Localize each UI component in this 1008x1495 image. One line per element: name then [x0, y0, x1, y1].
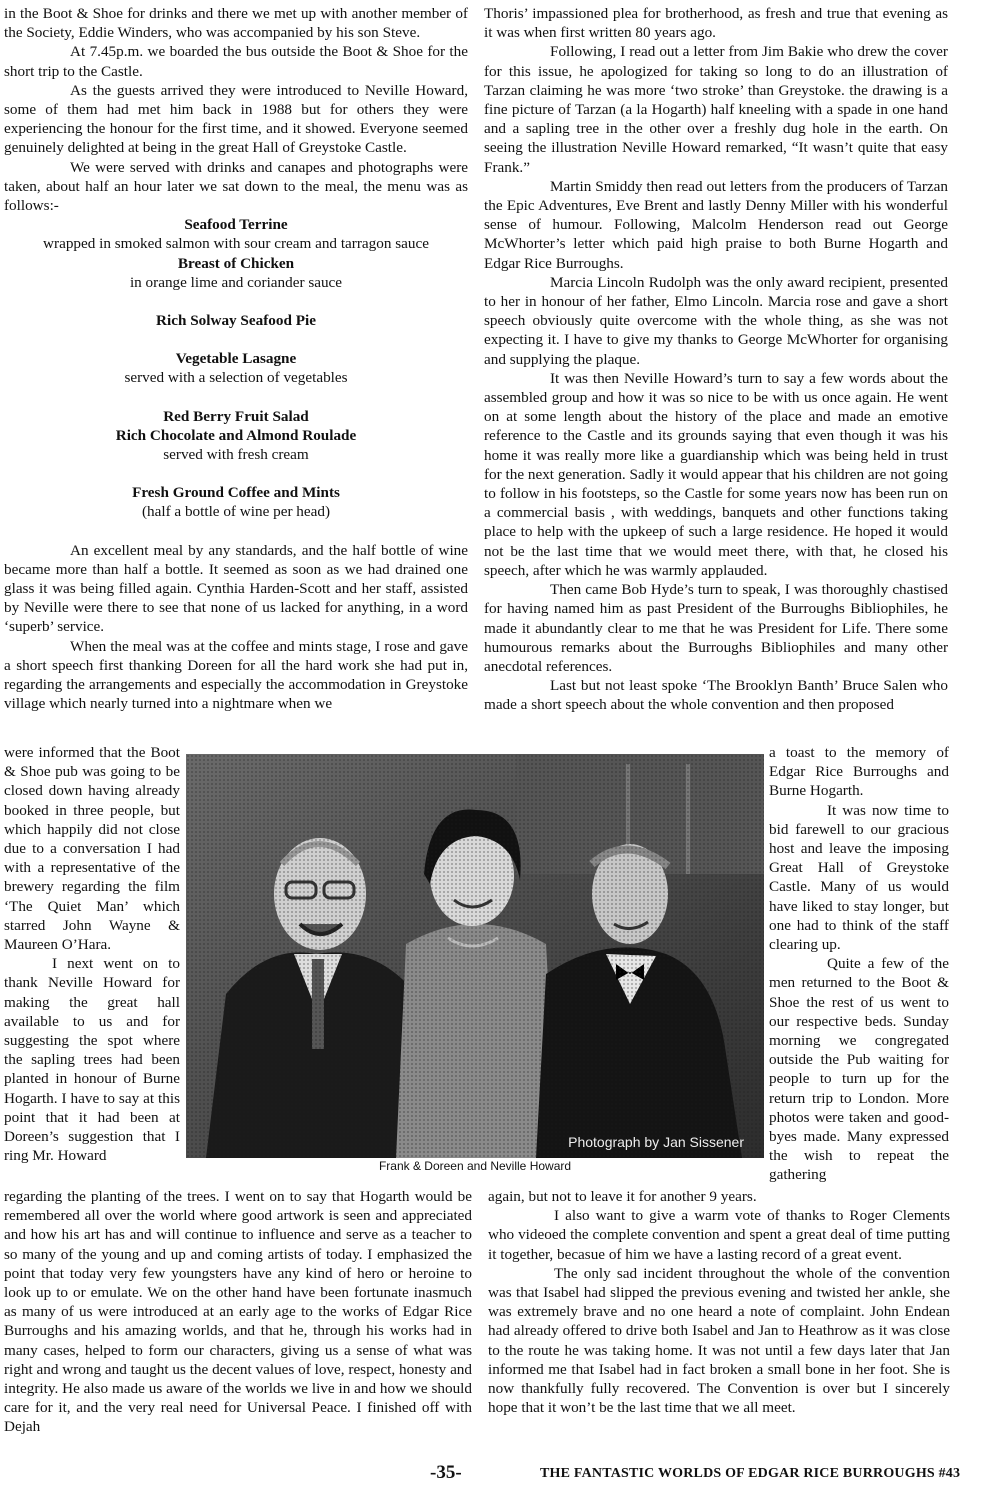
- menu-item: Rich Chocolate and Almond Roulade: [115, 426, 357, 444]
- paragraph: regarding the planting of the trees. I went on to say that Hogarth would be remembered all over the world where good artwork is seen and appreciated and how his art has and will continue to influence and serve as a teacher to so many of the young and up and coming artists of today. I emphasized the point that today very few youngsters have any kind of hero or heroine to look up to or emulate. We on the other hand have been fortunate inasmuch as many of us were introduced at an early age to the works of Edgar Rice Burroughs and his amazing worlds, and that he, through his works had in many cases, helped to form our characters, giving us a sense of what was right and wrong and taught us the decent values of love, respect, honesty and integrity. He also made us aware of the worlds we live in and how we should care for it, and the very real need for Universal Peace. I finished off with Dejah: [4, 1188, 472, 1436]
- menu-item: Fresh Ground Coffee and Mints: [132, 484, 340, 502]
- paragraph: Martin Smiddy then read out letters from the producers of Tarzan the Epic Adventures, Eve Brent and lastly Denny Miller with his wonderful sense of humour. Following, Malcolm Henderson read out George McWhorter’s letter which paid high praise to both Burne Hogarth and Edgar Rice Burroughs.: [484, 177, 948, 272]
- photo-wrap-left-text: [4, 743, 180, 1165]
- dinner-menu: [4, 215, 468, 540]
- group-photo: [186, 754, 764, 1158]
- paragraph: It was then Neville Howard’s turn to say a few words about the assembled group and how it was so nice to be with us once again. He went on at some length about the history of the place and made an emotive reference to the Castle and its grounds saying that even though it was his home it was really more like a guardianship which was being held in trust for the next generation. Sadly it would appear that his children are not going to follow in his footsteps, so the Castle for some years now has been run on a commercial basis , with weddings, banquets and other functions taking place to help with the upkeep of such a large residence. He hoped it would not be the last time that we would meet there, with that, he closed his speech, after which he was warmly applauded.: [484, 369, 948, 579]
- paragraph: a toast to the memory of Edgar Rice Burroughs and Burne Hogarth.: [769, 744, 949, 800]
- right-column: [484, 4, 948, 715]
- paragraph: were informed that the Boot & Shoe pub was going to be closed down having already booked in three people, but which happily did not close due to a conversation I had with a representative of the brewery regarding the film ‘The Quiet Man’ which starred John Wayne & Maureen O’Hara.: [4, 744, 180, 954]
- paragraph: It was now time to bid farewell to our gracious host and leave the imposing Great Hall of Greystoke Castle. Many of us would have liked to stay longer, but one had to think of the staff clearing up.: [769, 801, 949, 954]
- left-column: [4, 4, 468, 714]
- menu-item-desc: in orange lime and coriander sauce: [129, 273, 343, 291]
- photo-image: [186, 754, 764, 1158]
- photo-credit: Photograph by Jan Sissener: [568, 1134, 744, 1150]
- menu-item: Rich Solway Seafood Pie: [156, 312, 316, 330]
- photo-wrap-right-text: [769, 743, 949, 1185]
- paragraph: Last but not least spoke ‘The Brooklyn Banth’ Bruce Salen who made a short speech about the whole convention and then proposed: [484, 677, 948, 714]
- menu-item: Seafood Terrine: [184, 216, 288, 234]
- publication-title: THE FANTASTIC WORLDS OF EDGAR RICE BURROUGHS #43: [540, 1466, 961, 1481]
- menu-item-desc: wrapped in smoked salmon with sour cream and tarragon sauce: [43, 235, 429, 253]
- paragraph: in the Boot & Shoe for drinks and there we met up with another member of the Society, Eddie Winders, who was accompanied by his son Steve.: [4, 5, 468, 42]
- paragraph: An excellent meal by any standards, and the half bottle of wine became more than half a bottle. It seemed as soon as we had drained one glass it was being filled again. Cynthia Harden-Scott and her staff, assisted by Neville were there to see that none of us lacked for anything, in a word ‘superb’ service.: [4, 541, 468, 636]
- paragraph: again, but not to leave it for another 9 years.: [488, 1188, 757, 1205]
- paragraph: We were served with drinks and canapes and photographs were taken, about half an hour later we sat down to the meal, the menu was as follows:-: [4, 158, 468, 215]
- photo-caption: Frank & Doreen and Neville Howard: [378, 1159, 572, 1173]
- menu-item-desc: (half a bottle of wine per head): [141, 503, 331, 521]
- page-number: -35-: [430, 1462, 462, 1483]
- menu-item: Vegetable Lasagne: [175, 350, 297, 368]
- menu-item-desc: served with a selection of vegetables: [124, 369, 348, 387]
- bottom-right-text: [488, 1187, 950, 1417]
- paragraph: Then came Bob Hyde’s turn to speak, I was thoroughly chastised for having named him as past President of the Burroughs Bibliophiles, he made it abundantly clear to me that he was President for Life. There some humourous remarks about the Burroughs Bibliophiles and many other anecdotal references.: [484, 581, 948, 675]
- bottom-left-text: [4, 1187, 472, 1437]
- paragraph: As the guests arrived they were introduced to Neville Howard, some of them had met him back in 1988 but for others they were experiencing the honour for the first time, and it showed. Everyone seemed genuinely delighted at being in the great Hall of Greystoke Castle.: [4, 81, 468, 157]
- menu-item: Red Berry Fruit Salad: [163, 407, 309, 425]
- menu-item-desc: served with fresh cream: [163, 446, 309, 464]
- paragraph: When the meal was at the coffee and mints stage, I rose and gave a short speech first thanking Doreen for all the hard work she had put in, regarding the arrangements and especially the accommodation in Greystoke village which nearly turned into a nightmare when we: [4, 637, 468, 713]
- menu-item: Breast of Chicken: [177, 254, 295, 272]
- paragraph: I also want to give a warm vote of thanks to Roger Clements who videoed the complete convention and spent a great deal of time putting it together, becasue of him we have a lasting record of a great event.: [488, 1207, 950, 1263]
- paragraph: Following, I read out a letter from Jim Bakie who drew the cover for this issue, he apologized for taking so long to do an illustration of Tarzan claiming he was more ‘two stroke’ than Greystoke. the drawing is a fine picture of Tarzan (a la Hogarth) half kneeling with a spade in one hand and a sapling tree in the other over a freshly dug hole in the earth. On seeing the illustration Neville Howard remarked, “It wasn’t quite that easy Frank.”: [484, 43, 948, 176]
- paragraph: Thoris’ impassioned plea for brotherhood, as fresh and true that evening as it was when first written 80 years ago.: [484, 5, 948, 42]
- paragraph: I next went on to thank Neville Howard for making the great hall available to us and for suggesting the spot where the sapling trees had been planted in honour of Burne Hogarth. I have to say at this point that it had been at Doreen’s suggestion that I ring Mr. Howard: [4, 955, 180, 1165]
- paragraph: Quite a few of the men returned to the Boot & Shoe the rest of us went to our respective beds. Sunday morning we congregated outside the Pub waiting for people to turn up for the return trip to London. More photos were taken and good-byes made. Many expressed the wish to repeat the gathering: [769, 955, 949, 1184]
- paragraph: Marcia Lincoln Rudolph was the only award recipient, presented to her in honour of her father, Elmo Lincoln. Marcia rose and gave a short speech obviously quite overcome with the whole thing, as she was not expecting it. I have to give my thanks to George McWhorter for organising and supplying the plaque.: [484, 273, 948, 368]
- paragraph: The only sad incident throughout the whole of the convention was that Isabel had slipped the previous evening and twisted her ankle, she was extremely brave and no one heard a note of complaint. John Endean had already offered to drive both Isabel and Jan to Heathrow as it was close to the route he was taking home. It was not until a few days later that Jan informed me that Isabel had in fact broken a small bone in her foot. She is now thankfully fully recovered. The Convention is over but I sincerely hope that it won’t be the last time that we all meet.: [488, 1264, 950, 1417]
- paragraph: At 7.45p.m. we boarded the bus outside the Boot & Shoe for the short trip to the Castle.: [4, 43, 468, 80]
